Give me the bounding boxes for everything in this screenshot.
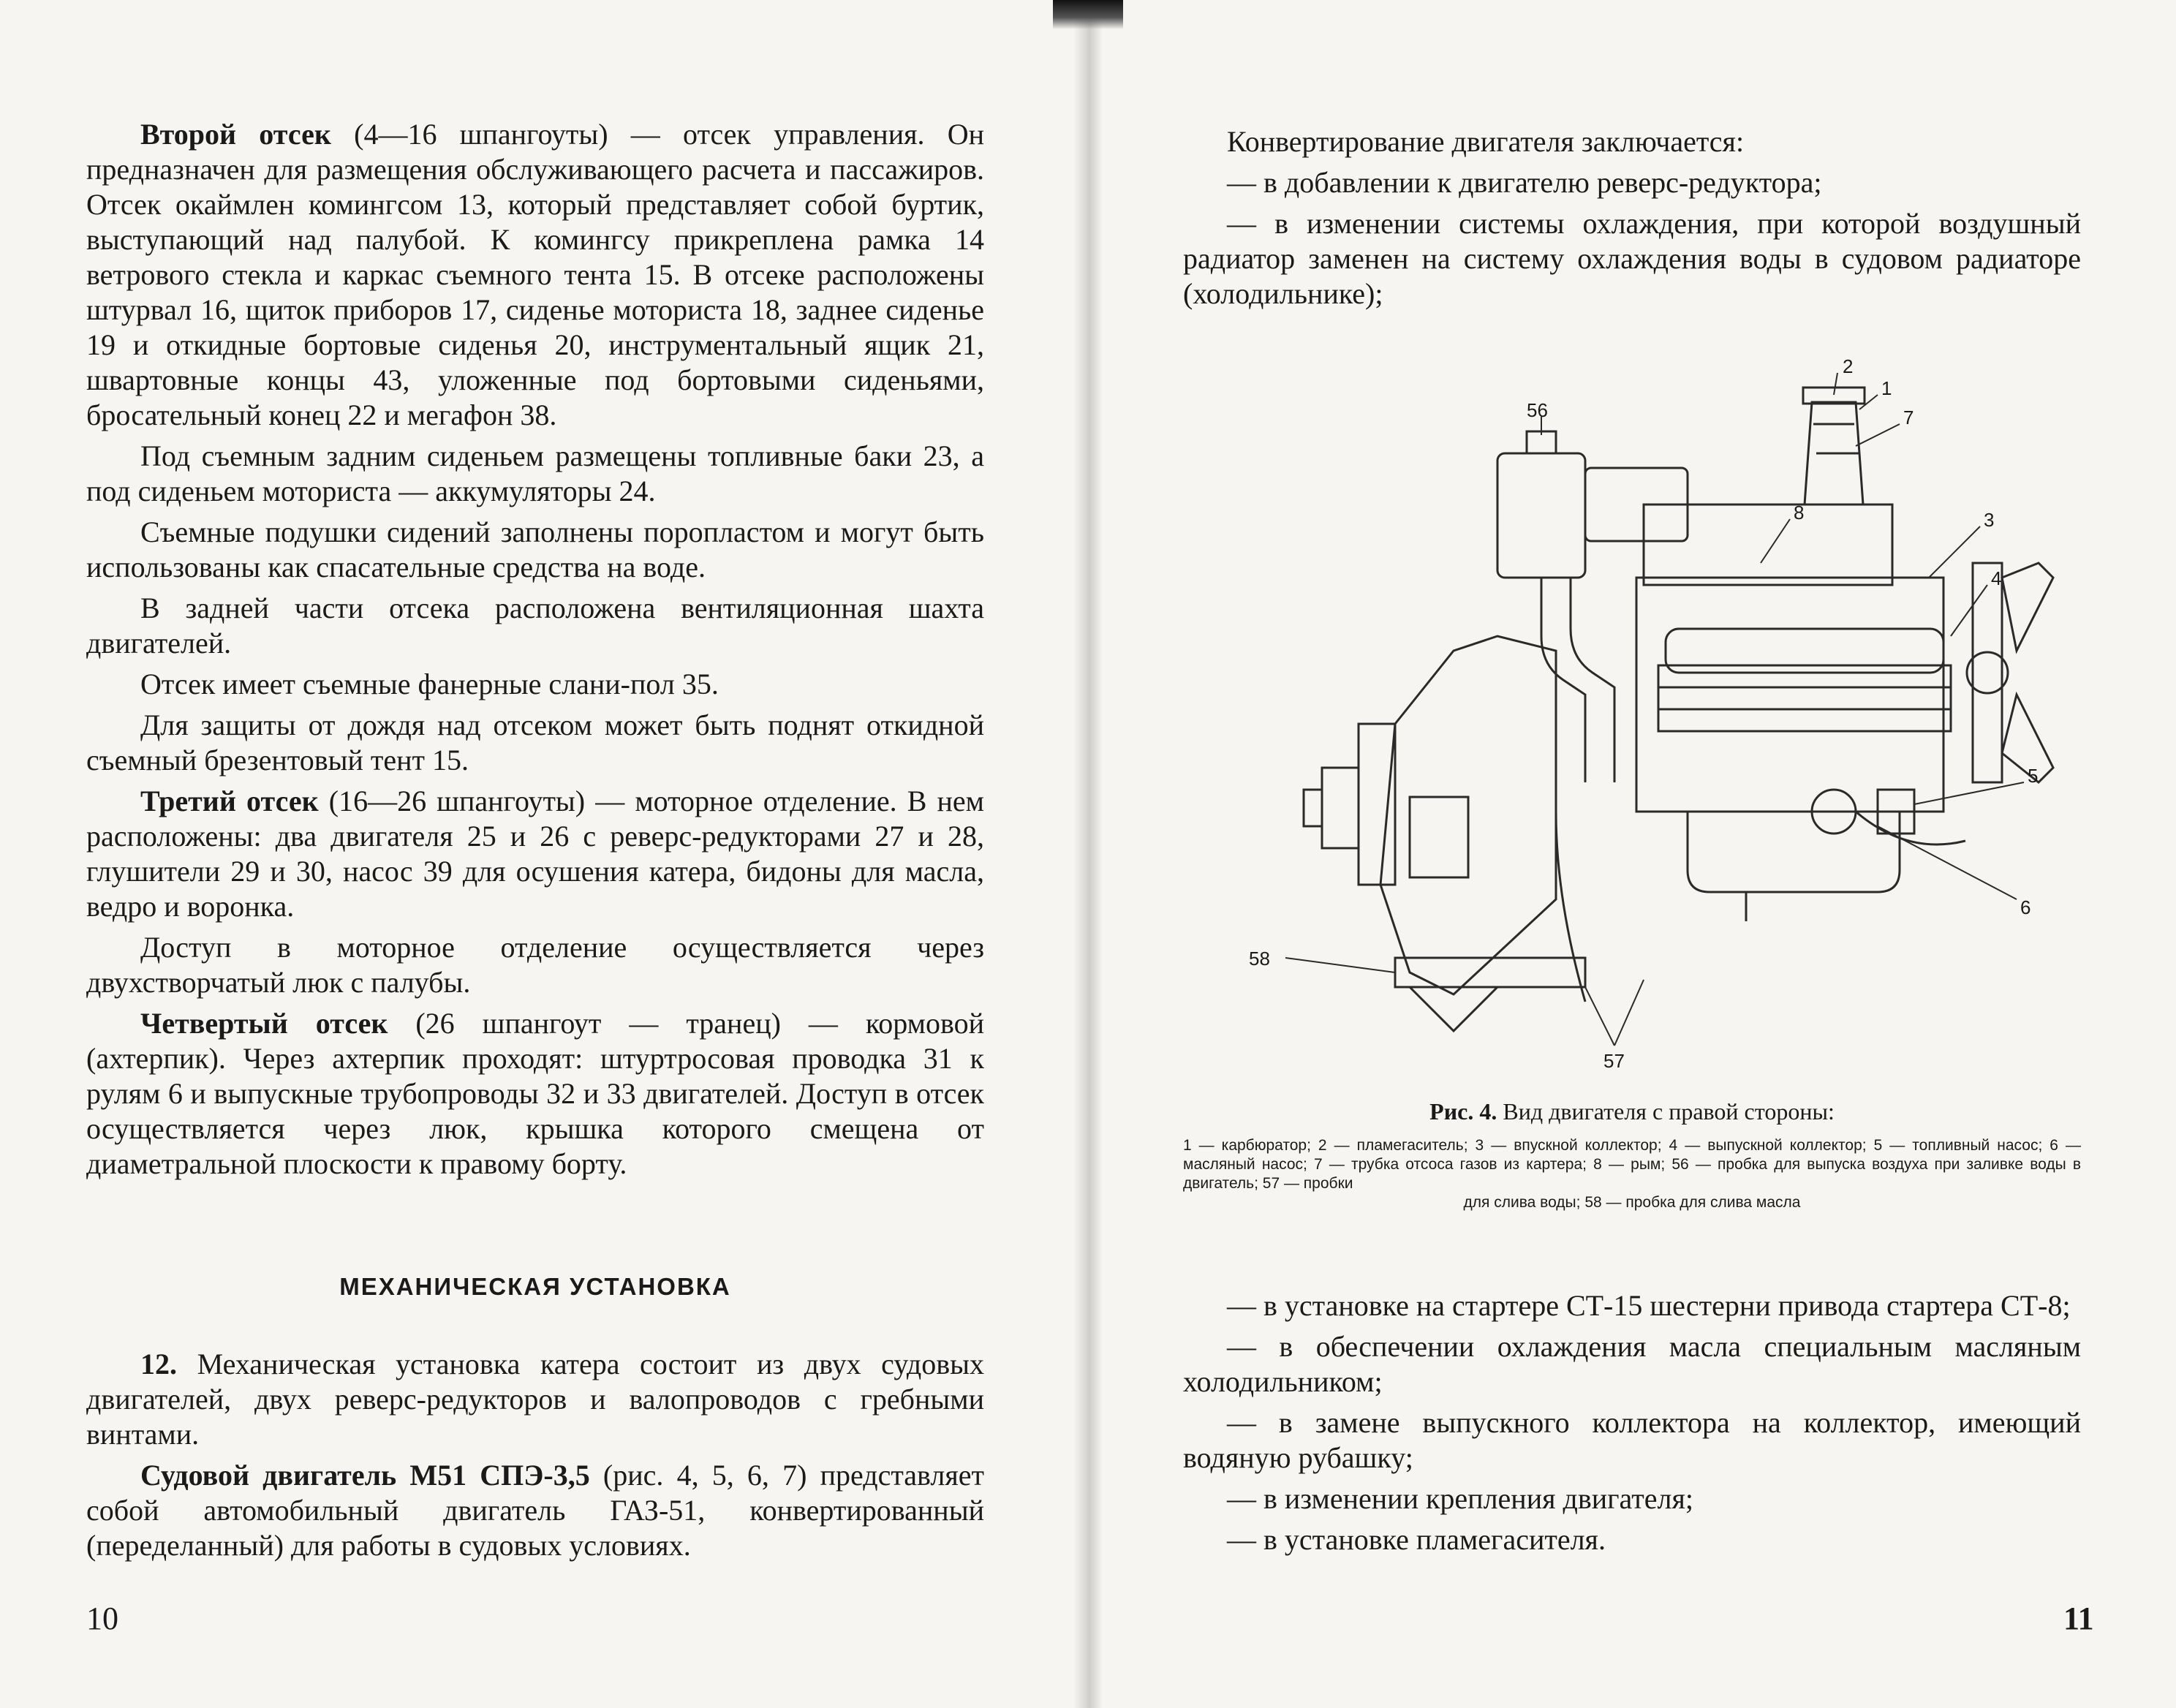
callout-label: 1 xyxy=(1881,377,1892,399)
callout-label: 6 xyxy=(2020,896,2031,918)
right-page xyxy=(1088,0,2176,1708)
legend-text: 1 — карбюратор; 2 — пламегаситель; 3 — впускной коллектор; 4 — выпускной коллектор; 5 — топливный насос; 6 — масляный насос; 7 — трубка отсоса газов из картера; 8 — рым; 56 — пробка для выпуска воздуха при заливке воды в двигатель; 57 — пробки xyxy=(1183,1137,2081,1192)
bold-lead: Четвертый отсек xyxy=(140,1007,388,1040)
callout-label: 4 xyxy=(1991,567,2002,589)
legend-text-last: для слива воды; 58 — пробка для слива масла xyxy=(1463,1194,1801,1211)
left-section-block xyxy=(86,1269,984,1563)
callout-label: 2 xyxy=(1843,355,1854,377)
callout-label: 8 xyxy=(1794,502,1805,524)
page-number-left: 10 xyxy=(86,1601,118,1636)
callout-label: 57 xyxy=(1603,1050,1625,1072)
paragraph-cushions xyxy=(86,515,984,585)
callout-label: 7 xyxy=(1903,407,1914,428)
bold-lead: Второй отсек xyxy=(140,118,331,151)
caption-legend xyxy=(1183,1136,2081,1212)
paragraph-conversion-item: — в изменении крепления двигателя; xyxy=(1227,1482,1693,1515)
paragraph-text: (26 шпангоут — транец) — кормовой (ахтерпик). Через ахтерпик проходят: штуртросовая проводка 31 к рулям 6 и выпускные трубопроводы 32 и 33 двигателей. Доступ в отсек осуществляется через люк, крышка которого смещена от диаметральной плоскости к правому борту. xyxy=(86,1007,984,1180)
paragraph-text: Механическая установка катера состоит из двух судовых двигателей, двух реверс-редукторов и валопроводов с гребными винтами. xyxy=(86,1348,984,1451)
paragraph-conversion-item: — в обеспечении охлаждения масла специальным масляным холодильником; xyxy=(1183,1330,2081,1398)
callout-label: 5 xyxy=(2028,765,2039,787)
paragraph-text: Под съемным задним сиденьем размещены топливные баки 23, а под сиденьем моториста — аккумуляторы 24. xyxy=(86,439,984,507)
book-gutter xyxy=(1073,0,1103,1708)
paragraph-ventilation xyxy=(86,591,984,661)
paragraph-mechanical-installation xyxy=(86,1347,984,1452)
caption-label: Рис. 4. xyxy=(1429,1098,1497,1125)
paragraph-conversion-item: — в установке пламегасителя. xyxy=(1227,1523,1606,1556)
paragraph-third-compartment xyxy=(86,784,984,924)
section-heading: МЕХАНИЧЕСКАЯ УСТАНОВКА xyxy=(339,1273,731,1300)
paragraph-conversion-item: — в установке на стартере СТ-15 шестерни привода стартера СТ-8; xyxy=(1227,1289,2071,1322)
bold-lead: Судовой двигатель М51 СПЭ-3,5 xyxy=(140,1459,590,1492)
paragraph-second-compartment xyxy=(86,117,984,433)
paragraph-engine-model xyxy=(86,1458,984,1563)
paragraph-conversion-item: — в замене выпускного коллектора на коллектор, имеющий водяную рубашку; xyxy=(1183,1406,2081,1474)
right-top-text xyxy=(1183,124,2081,311)
paragraph-engine-access xyxy=(86,930,984,1000)
caption-title xyxy=(1183,1097,2081,1126)
bold-lead: 12. xyxy=(140,1348,177,1380)
page-number-right: 11 xyxy=(2063,1601,2094,1636)
figure-caption xyxy=(1183,1097,2081,1212)
caption-text: Вид двигателя с правой стороны: xyxy=(1497,1098,1835,1125)
paragraph-text: (рис. 4, 5, 6, 7) представляет собой автомобильный двигатель ГАЗ-51, конвертированный (переделанный) для работы в судовых условиях. xyxy=(86,1459,985,1562)
callout-label: 58 xyxy=(1249,948,1270,970)
bold-lead: Третий отсек xyxy=(140,785,319,817)
engine-figure xyxy=(1176,344,2097,1104)
paragraph-text: В задней части отсека расположена вентиляционная шахта двигателей. xyxy=(86,592,984,660)
paragraph-text: Доступ в моторное отделение осуществляется через двухстворчатый люк с палубы. xyxy=(86,931,984,999)
paragraph-text: Отсек имеет съемные фанерные слани-пол 35. xyxy=(140,668,719,700)
callout-label: 56 xyxy=(1527,399,1548,421)
paragraph-fuel-tanks xyxy=(86,439,984,509)
binding-shadow xyxy=(1053,0,1123,29)
paragraph-text: Съемные подушки сидений заполнены поропластом и могут быть использованы как спасательные средства на воде. xyxy=(86,515,984,583)
paragraph-text: Для защиты от дождя над отсеком может быть поднят откидной съемный брезентовый тент 15. xyxy=(86,708,984,776)
paragraph-conversion-intro: Конвертирование двигателя заключается: xyxy=(1227,125,1745,158)
paragraph-text: (4—16 шпангоуты) — отсек управления. Он предназначен для размещения обслуживающего расчета и пассажиров. Отсек окаймлен комингсом 13, который представляет собой буртик, выступающий над палубой. К комингсу прикреплена рамка 14 ветрового стекла и каркас съемного тента 15. В отсеке расположены штурвал 16, щиток приборов 17, сиденье моториста 18, заднее сиденье 19 и откидные бортовые сиденья 20, инструментальный ящик 21, швартовные концы 43, уложенные под бортовыми сиденьями, бросательный конец 22 и мегафон 38. xyxy=(86,118,985,431)
callout-label: 3 xyxy=(1984,509,1995,531)
right-bottom-text xyxy=(1183,1288,2081,1557)
paragraph-conversion-item: — в добавлении к двигателю реверс-редуктора; xyxy=(1227,166,1822,199)
engine-drawing xyxy=(1176,344,2097,1104)
engine-block xyxy=(1636,578,1943,812)
paragraph-text: (16—26 шпангоуты) — моторное отделение. В нем расположены: два двигателя 25 и 26 с реверс-редукторами 27 и 28, глушители 29 и 30, насос 39 для осушения катера, бидоны для масла, ведро и воронка. xyxy=(86,785,984,923)
paragraph-tent xyxy=(86,708,984,778)
left-text-block xyxy=(86,117,984,1182)
paragraph-fourth-compartment xyxy=(86,1006,984,1182)
paragraph-conversion-item: — в изменении системы охлаждения, при которой воздушный радиатор заменен на систему охлаждения воды в судовом радиаторе (холодильнике); xyxy=(1183,207,2081,310)
paragraph-floor xyxy=(86,667,984,702)
